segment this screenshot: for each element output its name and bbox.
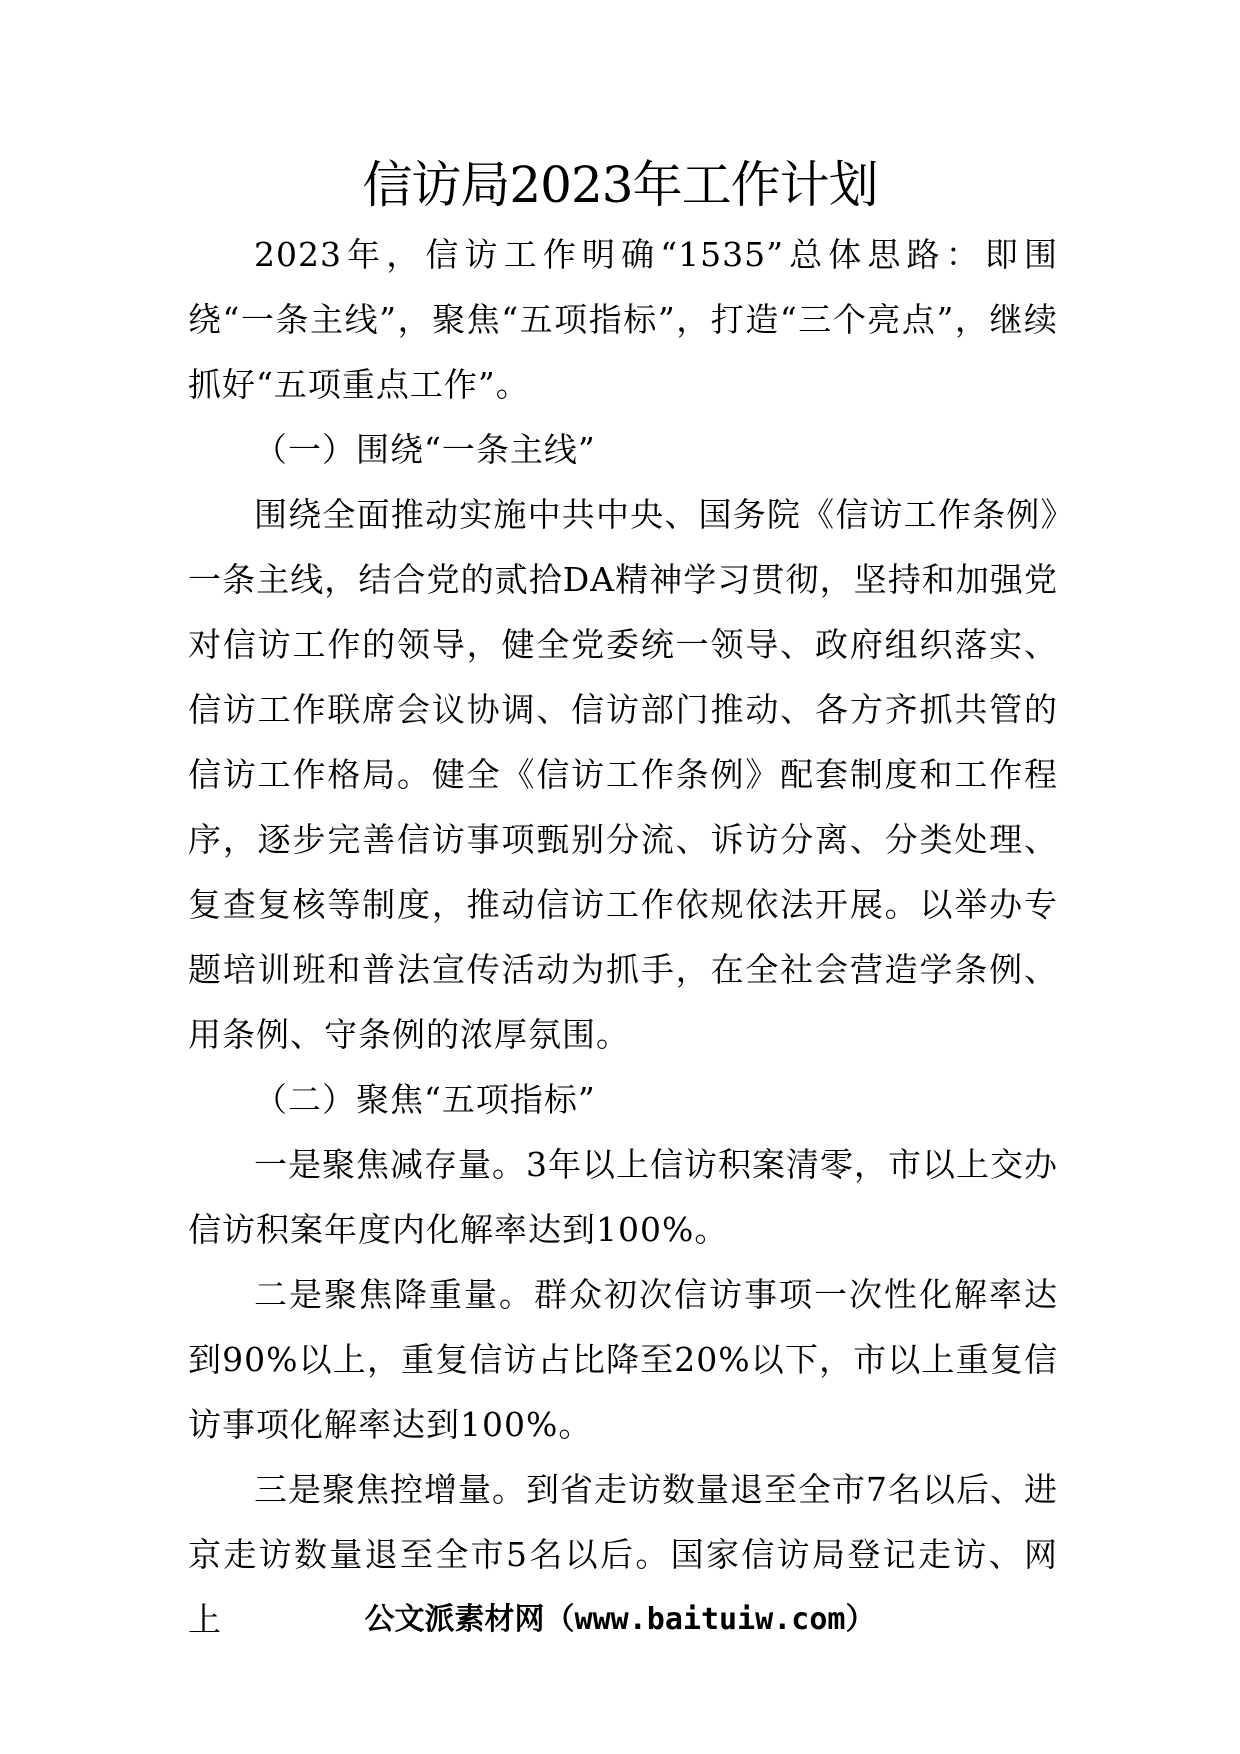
intro-paragraph: 2023年，信访工作明确“1535”总体思路：即围绕“一条主线”，聚焦“五项指标”，打造“三个亮点”，继续抓好“五项重点工作”。 [188,235,1058,404]
indicator-paragraph-3: 三是聚焦控增量。到省走访数量退至全市7名以后、进京走访数量退至全市5名以后。国家信访局登记走访、网上 [188,1470,1058,1639]
section-heading-1: （一）围绕“一条主线” [254,430,596,469]
section-1-paragraph: 围绕全面推动实施中共中央、国务院《信访工作条例》一条主线，结合党的贰拾DA精神学习贯彻，坚持和加强党对信访工作的领导，健全党委统一领导、政府组织落实、信访工作联席会议协调、信访部门推动、各方齐抓共管的信访工作格局。健全《信访工作条例》配套制度和工作程序，逐步完善信访事项甄别分流、诉访分离、分类处理、复查复核等制度，推动信访工作依规依法开展。以举办专题培训班和普法宣传活动为抓手，在全社会营造学条例、用条例、守条例的浓厚氛围。 [188,495,1058,1054]
source-footer: 公文派素材网（www.baituiw.com） [364,1602,876,1637]
document-body [188,222,1058,1652]
section-heading-2: （二）聚焦“五项指标” [254,1080,596,1119]
indicator-paragraph-2: 二是聚焦降重量。群众初次信访事项一次性化解率达到90%以上，重复信访占比降至20%以下，市以上重复信访事项化解率达到100%。 [188,1275,1058,1444]
document-title: 信访局2023年工作计划 [362,156,878,214]
indicator-paragraph-1: 一是聚焦减存量。3年以上信访积案清零，市以上交办信访积案年度内化解率达到100%。 [188,1145,1058,1249]
